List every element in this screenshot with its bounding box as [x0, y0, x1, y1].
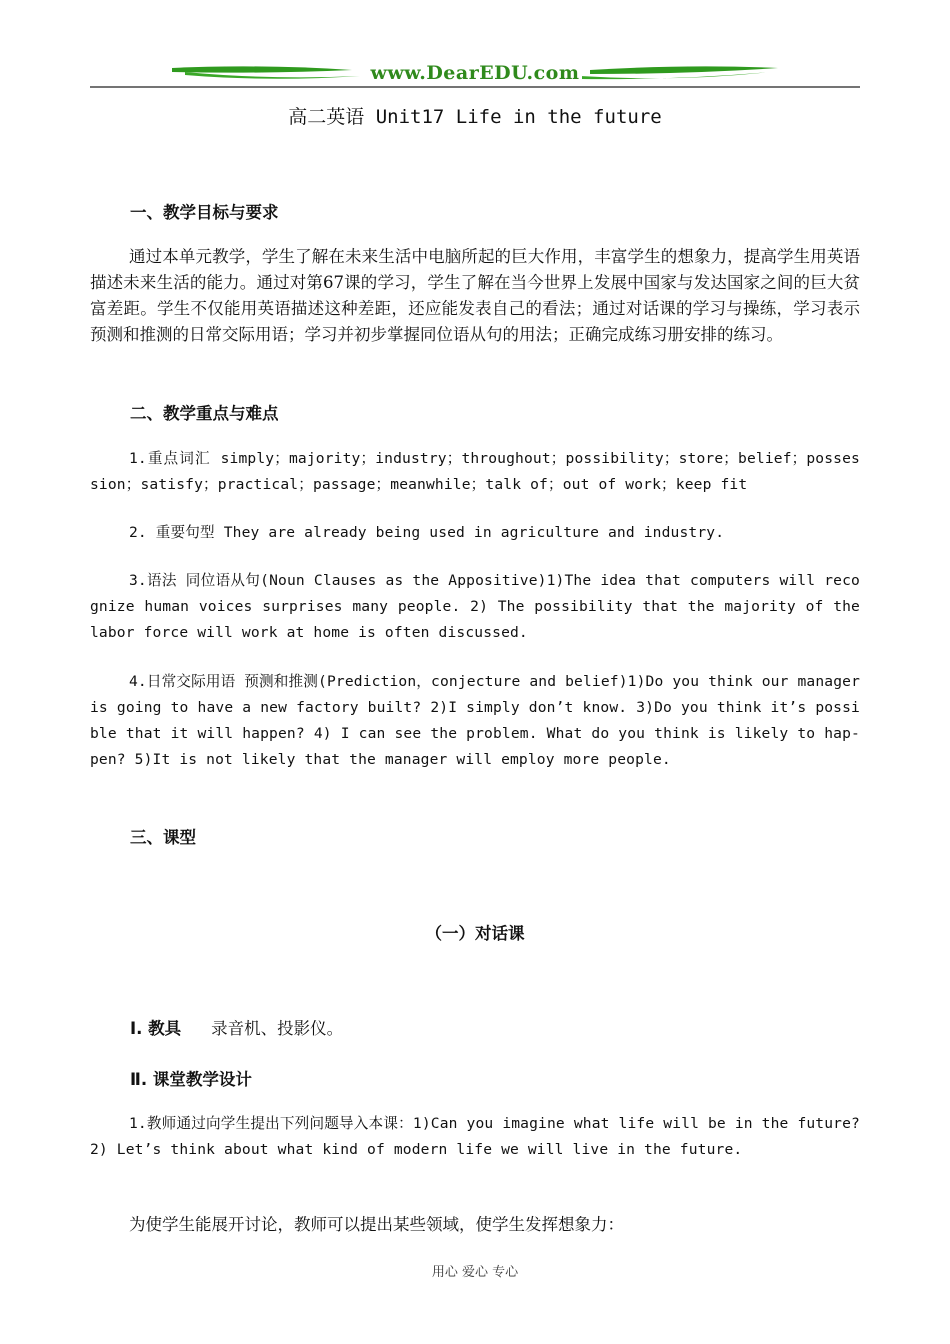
grammar-paragraph: 3.语法 同位语从句(Noun Clauses as the Appositive)1)The idea that computers will recognize human voices surprises many people. 2) The possibility that the majority of the labor force will work at home is often discussed. [90, 572, 860, 641]
classroom-design-heading: Ⅱ. 课堂教学设计 [130, 1070, 252, 1089]
teaching-tools-label: Ⅰ. 教具 [130, 1019, 182, 1038]
document-title: 高二英语 Unit17 Life in the future [288, 106, 662, 128]
page-footer: 用心 爱心 专心 [431, 1265, 519, 1280]
section-heading-goals: 一、教学目标与要求 [130, 203, 279, 222]
teaching-tools-value: 录音机、投影仪。 [211, 1019, 344, 1038]
key-sentence-paragraph: 2. 重要句型 They are already being used in agriculture and industry. [129, 524, 725, 541]
design-note-paragraph: 为使学生能展开讨论，教师可以提出某些领域，使学生发挥想象力： [129, 1215, 624, 1234]
section-heading-key-points: 二、教学重点与难点 [130, 404, 279, 423]
teaching-tools-row [130, 1015, 343, 1039]
section-heading-lesson-type: 三、课型 [130, 828, 196, 847]
key-vocabulary-paragraph: 1.重点词汇 simply；majority；industry；throughout；possibility；store；belief；possession；satisfy；practical；passage；meanwhile；talk of；out of work；keep fit [90, 450, 860, 493]
site-logo-text: www.DearEDU.com [90, 62, 860, 84]
header-banner [90, 58, 860, 92]
communication-paragraph: 4.日常交际用语 预测和推测(Prediction，conjecture and belief)1)Do you think our manager is going to have a new factory built? 2)I simply don’t know. 3)Do you think it’s possible that it will happen? 4) I can see the problem. What do you think is likely to hap-pen? 5)It is not likely that the manager will employ more people. [90, 673, 860, 768]
dialogue-lesson-heading: （一）对话课 [425, 924, 525, 943]
design-intro-paragraph: 1.教师通过向学生提出下列问题导入本课：1)Can you imagine what life will be in the future? 2) Let’s think about what kind of modern life we will live in the future. [90, 1115, 860, 1158]
goals-paragraph: 通过本单元教学，学生了解在未来生活中电脑所起的巨大作用，丰富学生的想象力，提高学生用英语描述未来生活的能力。通过对第67课的学习，学生了解在当今世界上发展中国家与发达国家之间的巨大贫富差距。学生不仅能用英语描述这种差距，还应能发表自己的看法；通过对话课的学习与操练，学习表示预测和推测的日常交际用语；学习并初步掌握同位语从句的用法；正确完成练习册安排的练习。 [90, 247, 860, 344]
